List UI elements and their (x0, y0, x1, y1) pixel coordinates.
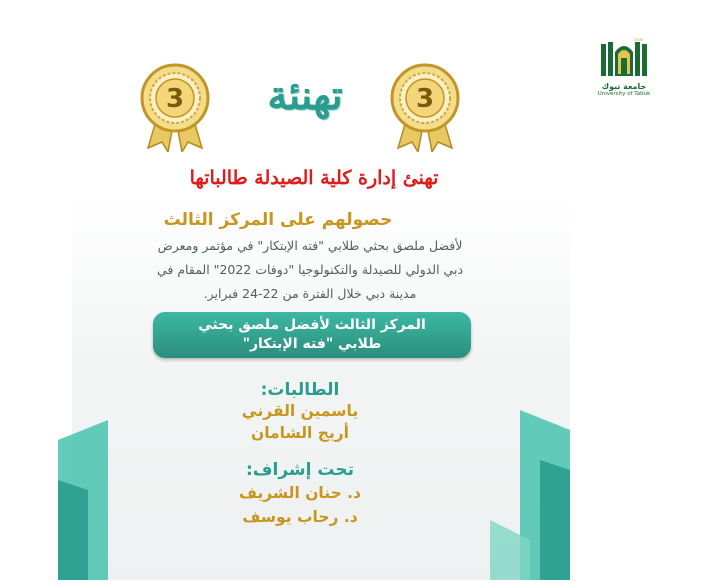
congratulations-title: تهنئة (267, 72, 343, 119)
description-line: مدينة دبي خلال الفترة من 22-24 فبراير. (203, 286, 417, 301)
supervision-label: تحت إشراف: (245, 460, 355, 480)
award-line: المركز الثالث لأفضل ملصق بحثي (198, 317, 426, 333)
award-banner (153, 312, 471, 358)
description-line: لأفضل ملصق بحثي طلابي "فته الإبتكار" في مؤتمر ومعرض (157, 238, 463, 253)
university-logo (594, 38, 654, 108)
students-label: الطالبات: (260, 380, 340, 400)
description-line: دبي الدولي للصيدلة والتكنولوجيا "دوفات 2022" المقام في (156, 262, 464, 277)
university-name-en: University of Tabuk (597, 91, 651, 97)
achievement-description (96, 234, 524, 306)
headline: تهنئ إدارة كلية الصيدلة طالباتها (189, 167, 439, 189)
supervisor-name: د. رحاب يوسف (242, 508, 358, 526)
third-place-medal-icon (136, 62, 214, 152)
student-name: أريج الشامان (251, 424, 349, 442)
decorative-left-shape (58, 420, 138, 580)
award-line: طلابي "فته الإبتكار" (242, 336, 382, 352)
student-name: ياسمين القرني (241, 402, 359, 420)
university-name-ar: جامعة تبوك (601, 82, 647, 91)
third-place-medal-icon (386, 62, 464, 152)
svg-text:2006: 2006 (634, 38, 643, 42)
medal-number: 3 (165, 84, 185, 114)
congratulations-poster (58, 50, 570, 580)
achievement-subheading: حصولهم على المركز الثالث (163, 210, 393, 230)
supervisor-name: د. حنان الشريف (238, 484, 361, 502)
decorative-right-shape (490, 410, 570, 580)
medal-number: 3 (415, 84, 435, 114)
university-emblem-icon (599, 38, 649, 82)
